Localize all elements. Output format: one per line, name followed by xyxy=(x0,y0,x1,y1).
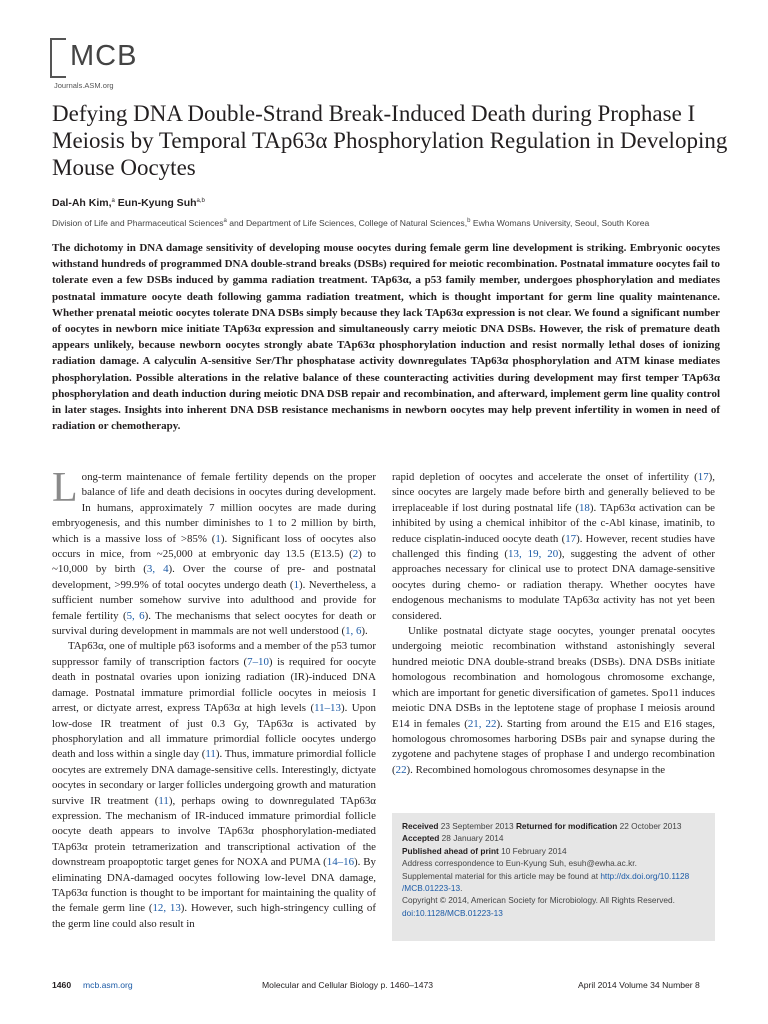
page-number: 1460 xyxy=(52,980,72,990)
abstract: The dichotomy in DNA damage sensitivity of developing mouse oocytes during female germ line development is striking. Embryonic oocytes withstand hundreds of programmed DNA double-strand breaks (DSBs) required for meiotic recombination. Postnatal immature oocytes fail to tolerate even a few DSBs induced by gamma radiation treatment. TAp63α, a p53 family member, undergoes phosphorylation and mediates postnatal immature oocyte death following gamma radiation treatment, which is thought important for germ line quality maintenance. Whether prenatal meiotic oocytes tolerate DNA DSBs simply because they lack TAp63α expression is not clear. We found a significant number of oocytes in newborn mice initiate TAp63α expression and simultaneously carry meiotic DNA DSBs. However, the risk of premature death appears unlikely, because newborn oocytes strongly abate TAp63α phosphorylation induction and resist normally lethal doses of ionizing radiation damage. A calyculin A-sensitive Ser/Thr phosphatase activity downregulates TAp63α phosphorylation and ATM kinase mediates phosphorylation. Possible alterations in the relative balance of these counteracting activities during development may first temper TAp63α phosphorylation and death induction during meiotic DNA DSB repair and recombination, and afterward, implement germ line quality control in later stages. Insights into inherent DNA DSB resistance mechanisms in newborn oocytes may help prevent infertility in women in need of radiation or chemotherapy. xyxy=(52,242,720,433)
citation-link[interactable]: 17 xyxy=(697,471,709,483)
supplemental-link[interactable]: /MCB.01223-13 xyxy=(402,883,461,894)
supplemental-link[interactable]: http://dx.doi.org/10.1128 xyxy=(600,870,690,881)
body-paragraph: rapid depletion of oocytes and accelerate the onset of infertility (17), since oocytes are largely made before birth and generally believed to be irreplaceable if lost during postnatal life (18). TAp63α activation can be inhibited by using a chemical inhibitor of the c-Abl kinase, imatinib, to reduce cisplatin-induced oocyte death (17). However, recent studies have challenged this finding (13, 19, 20), suggesting the advent of other approaches necessary for clinical use to protect DNA damage-sensitive oocytes during chemo- or radiation therapy. Whether oocytes have endogenous mechanisms to modulate TAp63α activity has not yet been considered. xyxy=(392,471,716,622)
author-name: Dal-Ah Kim, xyxy=(52,197,112,209)
affiliation-text: Ewha Womans University, Seoul, South Korea xyxy=(470,218,650,228)
logo-text: MCB xyxy=(70,40,138,72)
author-list xyxy=(52,197,205,209)
citation-link[interactable]: 11–13 xyxy=(314,702,341,715)
journal-info: Molecular and Cellular Biology p. 1460–1473 xyxy=(262,980,434,990)
citation-link[interactable]: 1 xyxy=(215,532,221,545)
citation-link[interactable]: 14–16 xyxy=(326,856,355,869)
citation-link[interactable]: 11 xyxy=(158,794,169,807)
journal-url-link[interactable]: mcb.asm.org xyxy=(83,980,133,990)
citation-link[interactable]: 3, 4 xyxy=(146,563,169,576)
journal-logo xyxy=(50,38,160,94)
citation-link[interactable]: 1, 6 xyxy=(345,625,362,638)
affiliation-superscript: b xyxy=(467,218,471,224)
correspondence-line: Address correspondence to Eun-Kyung Suh, esuh@ewha.ac.kr. xyxy=(402,858,637,869)
citation-link[interactable]: 5, 6 xyxy=(126,609,145,622)
citation-link[interactable]: 21, 22 xyxy=(467,717,497,730)
citation-link[interactable]: 2 xyxy=(352,548,359,561)
citation-link[interactable]: 7–10 xyxy=(247,655,269,668)
citation-link[interactable]: 13, 19, 20 xyxy=(508,548,559,561)
author-superscript: a xyxy=(111,198,115,204)
author-superscript: a,b xyxy=(196,198,205,204)
received-line: Received 23 September 2013 Returned for modification 22 October 2013 xyxy=(402,821,682,831)
article-title: Defying DNA Double-Strand Break-Induced Death during Prophase I Meiosis by Temporal TAp63α Phosphorylation Regulation in Developing Mouse Oocytes xyxy=(52,101,728,180)
citation-link[interactable]: 17 xyxy=(565,532,577,545)
copyright-line: Copyright © 2014, American Society for Microbiology. All Rights Reserved. xyxy=(402,895,675,906)
article-info-box xyxy=(392,813,715,941)
supplemental-line-2: /MCB.01223-13. xyxy=(402,883,463,894)
affiliation-superscript: a xyxy=(223,218,227,224)
body-paragraph: TAp63α, one of multiple p63 isoforms and a member of the p53 tumor suppressor family of transcription factors (7–10) is required for oocyte death in postnatal ovaries upon ionizing radiation (IR)-induced DNA damage. Postnatal immature primordial follicle oocytes in meiosis I arrest, or dictyate arrest, express TAp63α at high levels (11–13). Upon low-dose IR treatment of just 0.3 Gy, TAp63α is activated by phosphorylation and all immature primordial follicle oocytes undergo death and loss within a single day (11). Thus, immature primordial follicle oocytes are extremely DNA damage-sensitive cells. Interestingly, dictyate oocytes in secondary or larger follicles undergoing growth and maturation survive IR treatment (11), perhaps owing to downregulated TAp63α expression. The mechanism of IR-induced immature primordial follicle oocyte death appears to involve TAp63α phosphorylation-mediated TAp63α protein tetramerization and transcriptional activation of the downstream proapoptotic target genes for NOXA and PUMA (14–16). By eliminating DNA-damaged oocytes following low-level DNA damage, TAp63α function is thought to be important for maintaining the quality of the female germ line (12, 13). However, such high-stringency culling of the germ line could also result in xyxy=(52,640,376,930)
body-column-left xyxy=(52,465,377,932)
citation-link[interactable]: 1 xyxy=(293,578,300,591)
author-name: Eun-Kyung Suh xyxy=(114,197,197,209)
citation-link[interactable]: 11 xyxy=(205,748,216,761)
body-paragraph: Long-term maintenance of female fertility depends on the proper balance of life and death decisions in oocytes during development. In humans, approximately 7 million oocytes are made during embryogenesis, and this number diminishes to 1 to 2 million by birth, which is a massive loss of >85% (1). Significant loss of oocytes also occurs in mice, from ~25,000 at embryonic day 13.5 (E13.5) (2) to ~10,000 by birth (3, 4). Over the course of pre- and postnatal development, >99.9% of total oocytes undergo death (1). Nevertheless, a sufficient number somehow survive into adulthood and provide for female fertility (5, 6). The mechanisms that select oocytes for death or survival during development in mammals are not well understood (1, 6). xyxy=(52,465,377,638)
affiliation-text: Division of Life and Pharmaceutical Sciences xyxy=(52,218,224,228)
affiliation-text: and Department of Life Sciences, College of Natural Sciences, xyxy=(226,218,468,228)
logo-bracket xyxy=(50,38,66,78)
affiliations xyxy=(52,218,649,228)
supplemental-line: Supplemental material for this article may be found at http://dx.doi.org/10.1128 xyxy=(402,870,690,881)
accepted-line: Accepted 28 January 2014 xyxy=(402,833,504,844)
body-column-right xyxy=(392,470,715,778)
citation-link[interactable]: 18 xyxy=(578,501,590,514)
issue-info: April 2014 Volume 34 Number 8 xyxy=(578,980,700,990)
logo-subtitle: Journals.ASM.org xyxy=(54,81,114,90)
drop-cap: L xyxy=(52,465,78,511)
citation-link[interactable]: 22 xyxy=(395,763,407,776)
doi-link[interactable]: doi:10.1128/MCB.01223-13 xyxy=(402,907,503,918)
published-line: Published ahead of print 10 February 2014 xyxy=(402,845,567,856)
citation-link[interactable]: 12, 13 xyxy=(152,902,181,915)
body-paragraph: Unlike postnatal dictyate stage oocytes, younger prenatal oocytes undergoing meiotic recombination withstand astonishingly several hundred meiotic DNA double-strand breaks (DSBs). DNA DSBs initiate homologous recombination and homologous chromosome exchange, which are important for genetic diversification of gametes. Spo11 induces meiotic DNA DSBs in the leptotene stage of prophase I meiosis around E14 in females (21, 22). Starting from around the E15 and E16 stages, homologous chromosomes harboring DSBs pair and synapse during the zygotene and pachytene stages of prophase I and undergo recombination (22). Recombined homologous chromosomes desynapse in the xyxy=(392,625,716,776)
